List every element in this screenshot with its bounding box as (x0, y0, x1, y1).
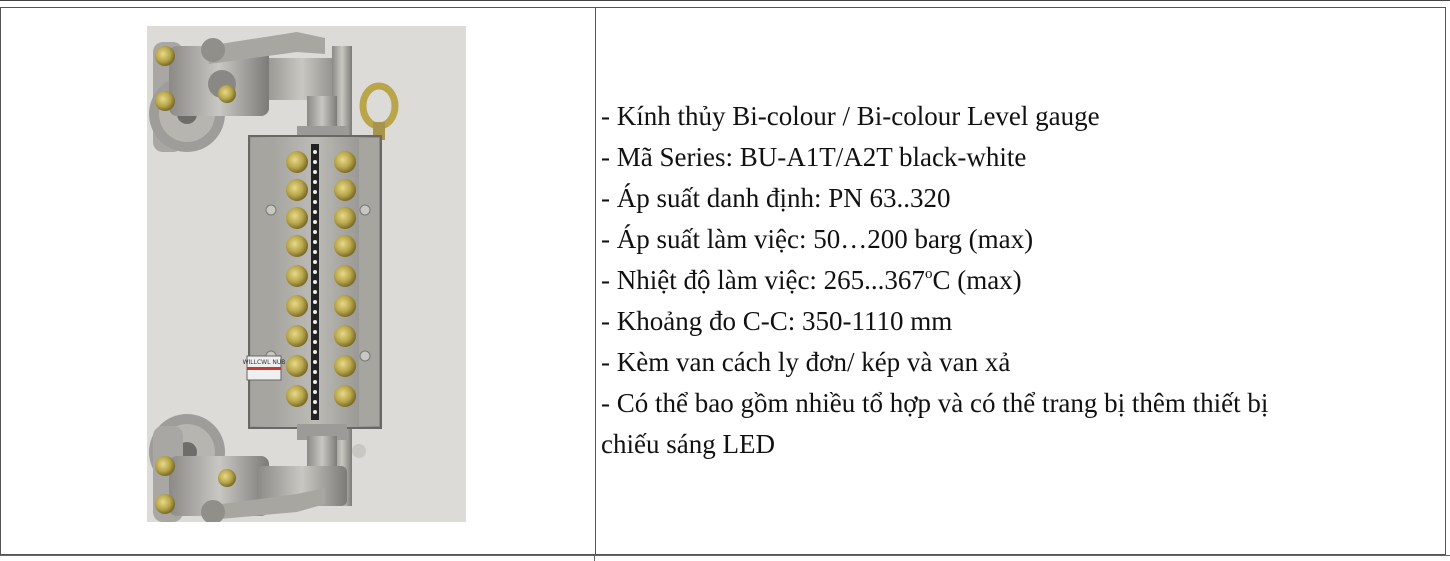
level-gauge-illustration (147, 26, 466, 522)
spec-line-working-temperature (601, 260, 1421, 301)
spec-line-working-pressure: - Áp suất làm việc: 50…200 barg (max) (601, 224, 1034, 254)
spec-line-nominal-pressure: - Áp suất danh định: PN 63..320 (601, 183, 951, 213)
spec-line-product-name: - Kính thủy Bi-colour / Bi-colour Level gauge (601, 101, 1100, 131)
next-row-border (0, 555, 1450, 556)
level-gauge-photo (147, 26, 466, 522)
spec-cell (596, 8, 1445, 554)
image-cell (1, 8, 596, 554)
spec-line-series-code: - Mã Series: BU-A1T/A2T black-white (601, 142, 1027, 172)
spec-line-led-options-2: chiếu sáng LED (601, 429, 775, 459)
spec-line-valves: - Kèm van cách ly đơn/ kép và van xả (601, 347, 1011, 377)
degree-superscript: o (924, 266, 933, 282)
bolts-right (334, 151, 356, 407)
next-row-column-divider (594, 555, 595, 561)
table-row (0, 7, 1446, 555)
spec-list (601, 96, 1421, 465)
spec-line-led-options-1: - Có thể bao gồm nhiều tổ hợp và có thể trang bị thêm thiết bị (601, 388, 1269, 418)
gauge-plate-label: WILLCWL NUB (242, 359, 286, 366)
temperature-prefix: - Nhiệt độ làm việc: 265...367 (601, 265, 925, 295)
temperature-suffix: C (max) (932, 265, 1022, 295)
spec-line-measuring-range: - Khoảng đo C-C: 350-1110 mm (601, 306, 953, 336)
bolts-left (286, 151, 308, 407)
